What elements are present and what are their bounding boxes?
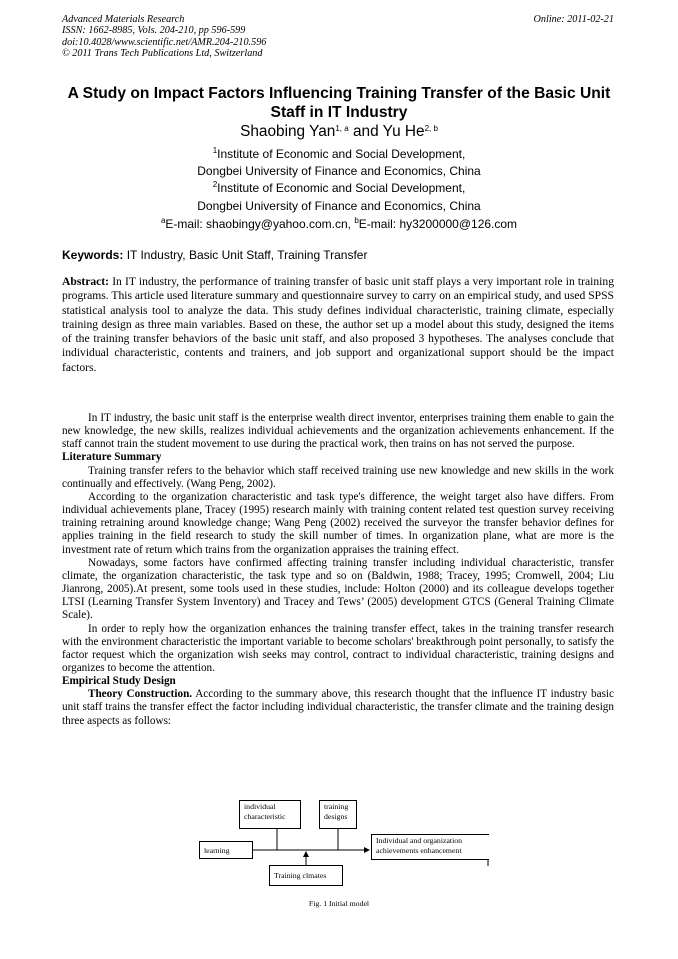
box-individual-characteristic: individual characteristic [239,800,301,829]
affiliation-2-line2: Dongbei University of Finance and Economics, China [197,198,481,213]
theory-text: According to the summary above, this research thought that the influence IT industry basic unit staff trains the transfer effect the factor including individual characteristic, the transfer climate and the training design three aspects as follows: [62,688,614,727]
email-line: $^a$E-mail: shaobingy@yahoo.com.cn, $^b$E-mail: hy3200000@126.com [160,216,518,231]
section-heading-empirical: Empirical Study Design [62,675,176,688]
author-2-sup: 2, b [424,124,438,133]
author-and: and [348,123,383,140]
affiliation-2-line1: $^2$Institute of Economic and Social Development, [212,180,466,196]
abstract-label: Abstract: [62,275,110,288]
box-training-climates: Training clmates [269,865,343,886]
author-2: Yu He [382,123,425,140]
online-date: Online: 2011-02-21 [533,14,614,25]
journal-name: Advanced Materials Research [62,14,185,25]
email-a[interactable]: E-mail: shaobingy@yahoo.com.cn, [165,217,355,231]
paper-title: A Study on Impact Factors Influencing Training Transfer of the Basic Unit Staff in IT Industry [67,85,611,121]
box-achievements: Individual and organization achievements enhancement [371,834,489,860]
section-heading-literature: Literature Summary [62,451,162,464]
figure-caption: Fig. 1 Initial model [308,899,370,908]
doi: doi:10.4028/www.scientific.net/AMR.204-210.596 [62,36,267,48]
keywords-label: Keywords: [62,248,124,262]
intro-paragraph: In IT industry, the basic unit staff is the enterprise wealth direct inventor, enterprises training them enable to gain the new knowledge, the new skills, realizes individual achievements and the organization achievements enhancement. If the staff cannot train the student movement to use during the practical work, then trains on has not served the purpose. [62,412,614,451]
affiliation-1-line2: Dongbei University of Finance and Economics, China [197,164,481,179]
author-1: Shaobing Yan [240,123,336,140]
abstract-text: In IT industry, the performance of training transfer of basic unit staff plays a very important role in training programs. This article used literature summary and questionnaire survey to carry on an empirical study, and used SPSS statistical analysis tool to analyze the data. This study defines individual characteristic, training climate, especially training design as three main variables. Based on these, the author set up a model about this study, designed the items of the training transfer behaviors of the basic unit staff, and also proposed 3 hypotheses. The analyses conclude that individual characteristic, contents and trainers, and job support and organizational support should be the impact factors. [62,275,614,374]
literature-paragraph-3: Nowadays, some factors have confirmed affecting training transfer including individual characteristic, transfer climate, the organization characteristic, the task type and so on (Baldwin, 1988; Tracey, 1995; Cromwell, 2004; Liu Jianrong, 2005).At present, some tools used in these studies, include: Holton (2000) and its colleague develops together LTSI (Learning Transfer System Inventory) and Tracey and Tews’ (2005) development GTCS (General Training Climate Scale). [62,556,614,622]
copyright: © 2011 Trans Tech Publications Ltd, Switzerland [62,48,263,60]
literature-paragraph-4: In order to reply how the organization enhances the training transfer effect, takes in the training transfer research with the environment characteristic the important variable to become scholars' breakthrough point personally, to satisfy the factor request which the organization wish seeks may control, contract to individual characteristic, training designs and organizes to become the attention. [62,622,614,674]
literature-paragraph-1: Training transfer refers to the behavior which staff received training use new knowledge and new skills in the work continually and effectively. (Wang Peng, 2002). [62,464,614,490]
affiliation-1-line1: $^1$Institute of Economic and Social Development, [212,146,466,161]
theory-label: Theory Construction. [88,688,193,701]
issn: ISSN: 1662-8985, Vols. 204-210, pp 596-599 [62,25,246,37]
literature-paragraph-2: According to the organization characteristic and task type's difference, the weight target also have differs. From individual achievements plane, Tracey (1995) research mainly with training content related test question survey receiving training retraining around knowledge change; Wang Peng (2002) received the surveyor the transfer behavior defines for applies training in the field research to study the skill number of times. In organization plane, what are more is the investment rate of return which trains from the organization appraises the training effect. [62,490,614,556]
box-learning: learning [199,841,253,859]
author-1-sup: 1, a [335,124,349,133]
box-training-designs: training designs [319,800,357,829]
email-b[interactable]: E-mail: hy3200000@126.com [358,217,518,231]
keywords-text: IT Industry, Basic Unit Staff, Training Transfer [123,248,368,262]
